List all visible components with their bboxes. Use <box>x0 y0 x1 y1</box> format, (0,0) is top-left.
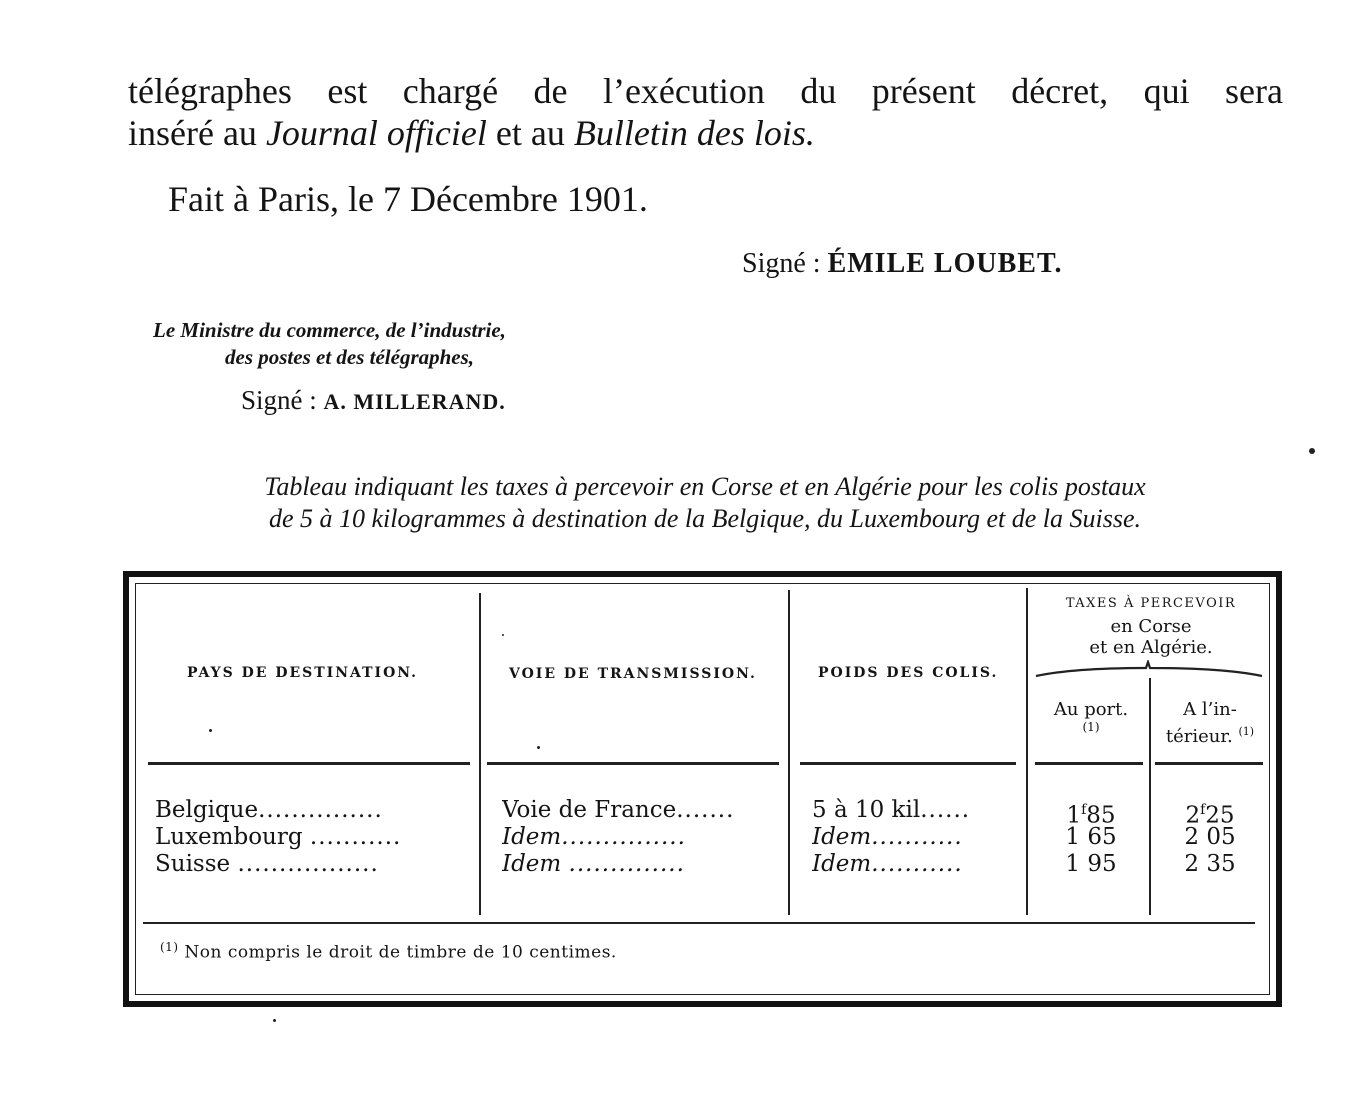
print-speck <box>1309 448 1315 454</box>
bulletin-des-lois-ref: Bulletin des lois. <box>573 113 815 153</box>
signed-prefix: Signé : <box>241 385 324 415</box>
table-cell-port: 1$^f$85 <box>1066 802 1116 829</box>
president-name: ÉMILE LOUBET. <box>827 248 1063 279</box>
taxes-brace <box>1034 660 1264 682</box>
table-footnote <box>160 940 617 963</box>
table-cell-weight: Idem........... <box>812 824 963 850</box>
header-rule <box>148 762 470 765</box>
table-cell-country: Luxembourg ........... <box>155 824 402 850</box>
column-divider <box>1149 678 1151 915</box>
header-rule <box>487 762 779 765</box>
table-cell-route: Idem .............. <box>502 851 685 877</box>
body-text-line-1: télégraphes est chargé de l’exécution du présent décret, qui sera <box>128 71 1283 111</box>
table-cell-interior: 2 35 <box>1184 851 1236 877</box>
table-cell-country: Suisse ................. <box>155 851 379 877</box>
table-cell-country: Belgique............... <box>155 797 383 823</box>
header-interieur-line-1: A l’in- <box>1183 699 1237 720</box>
date-line: Fait à Paris, le 7 Décembre 1901. <box>168 179 648 219</box>
franc-sign: f <box>1081 802 1087 818</box>
header-rule <box>1035 762 1143 765</box>
header-interieur-text: térieur. <box>1165 726 1233 747</box>
header-interieur-note: (1) <box>1238 725 1255 738</box>
table-cell-port: 1 95 <box>1065 851 1117 877</box>
body-text-before: inséré au <box>128 113 266 153</box>
table-cell-weight: Idem........... <box>812 851 963 877</box>
footnote-mark: (1) <box>160 940 179 954</box>
minister-title-line-2: des postes et des télégraphes, <box>225 345 475 369</box>
header-taxes-line-1: TAXES À PERCEVOIR <box>1065 596 1237 611</box>
header-country: PAYS DE DESTINATION. <box>187 665 419 681</box>
minister-signature <box>241 385 506 416</box>
print-speck <box>273 1019 276 1022</box>
body-text-line-2 <box>128 112 815 154</box>
table-cell-interior: 2 05 <box>1184 824 1236 850</box>
footnote-text: Non compris le droit de timbre de 10 centimes. <box>184 942 617 963</box>
franc-sign: f <box>1200 802 1206 818</box>
table-cell-port: 1 65 <box>1065 824 1117 850</box>
minister-title-line-1: Le Ministre du commerce, de l’industrie, <box>153 318 506 342</box>
header-taxes-line-2: en Corse <box>1110 616 1192 637</box>
table-caption-line-1: Tableau indiquant les taxes à percevoir en Corse et en Algérie pour les colis postaux <box>264 472 1146 501</box>
table-cell-interior: 2$^f$25 <box>1185 802 1235 829</box>
journal-officiel-ref: Journal officiel <box>265 113 487 153</box>
header-weight: POIDS DES COLIS. <box>818 665 999 681</box>
print-speck <box>209 729 212 732</box>
table-cell-weight: 5 à 10 kil...... <box>812 797 971 823</box>
president-signature <box>742 248 1063 280</box>
header-rule <box>1155 762 1263 765</box>
signed-prefix: Signé : <box>742 248 828 279</box>
header-au-port-note: (1) <box>1082 720 1100 734</box>
print-speck <box>537 746 540 749</box>
header-au-port: Au port. <box>1053 699 1129 720</box>
header-route: VOIE DE TRANSMISSION. <box>509 666 757 682</box>
header-interieur-line-2 <box>1153 721 1267 747</box>
column-divider <box>1026 588 1028 915</box>
table-caption-line-2: de 5 à 10 kilogrammes à destination de la Belgique, du Luxembourg et de la Suisse. <box>268 504 1142 533</box>
minister-name: A. MILLERAND. <box>323 389 506 414</box>
header-rule <box>800 762 1016 765</box>
body-text-middle: et au <box>486 113 574 153</box>
table-cell-route: Idem............... <box>502 824 686 850</box>
print-speck <box>502 634 504 636</box>
table-cell-route: Voie de France....... <box>502 797 735 823</box>
footnote-rule <box>143 922 1255 924</box>
column-divider <box>479 593 481 915</box>
column-divider <box>788 590 790 915</box>
header-taxes-line-3: et en Algérie. <box>1089 637 1213 658</box>
